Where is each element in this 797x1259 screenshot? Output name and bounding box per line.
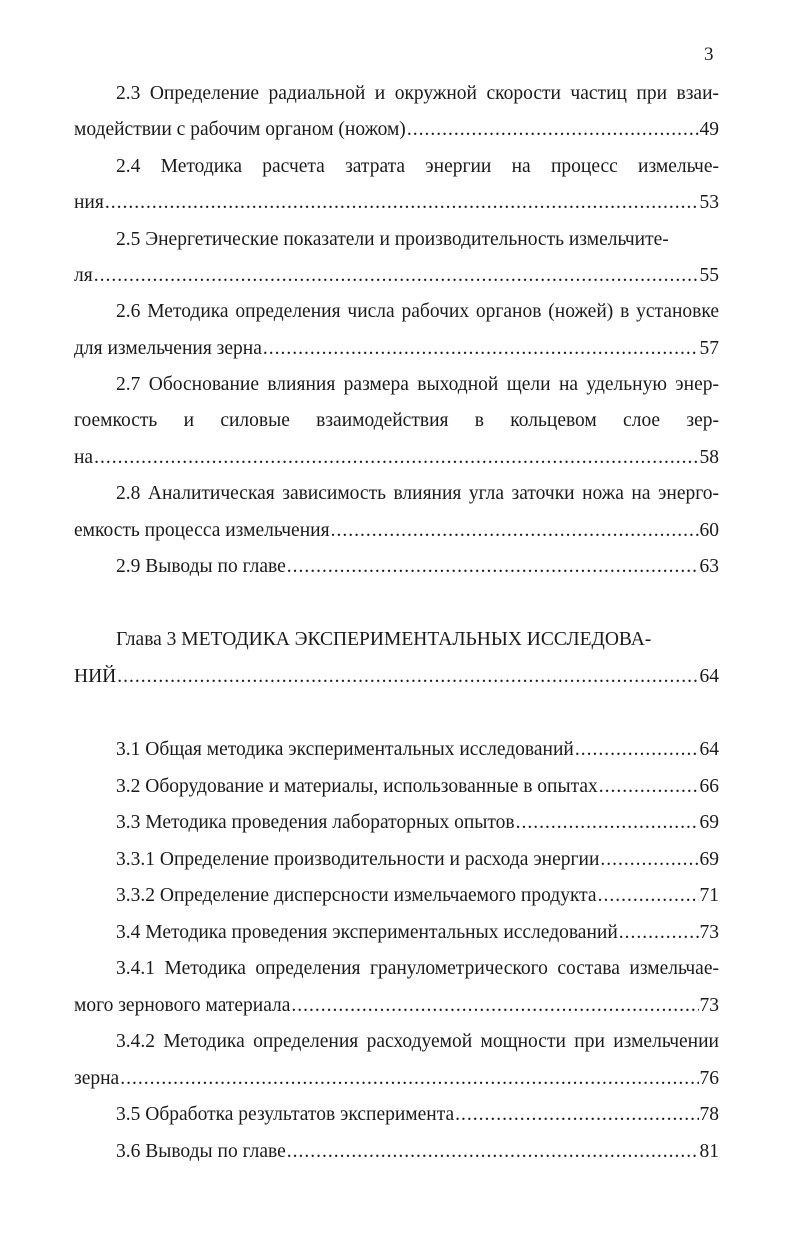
toc-page: 64: [699, 666, 719, 687]
toc-entry[interactable]: [74, 664, 719, 690]
toc-text: 3.3 Методика проведения лабораторных опытов: [116, 812, 515, 833]
toc-entry[interactable]: [74, 263, 719, 289]
toc-page: 60: [699, 520, 719, 541]
leader-dots: [598, 883, 699, 909]
toc-page: 49: [699, 119, 719, 140]
toc-entry[interactable]: [74, 445, 719, 471]
toc-line: 2.7 Обоснование влияния размера выходной щели на удельную энер-: [116, 374, 719, 395]
page-number: 3: [704, 44, 714, 65]
toc-entry[interactable]: [116, 1139, 719, 1165]
leader-dots: [407, 117, 699, 143]
leader-dots: [599, 774, 699, 800]
toc-line: 2.3 Определение радиальной и окружной скорости частиц при взаи-: [116, 83, 719, 104]
leader-dots: [600, 847, 698, 873]
toc-page: 73: [699, 995, 719, 1016]
chapter-heading: Глава 3 МЕТОДИКА ЭКСПЕРИМЕНТАЛЬНЫХ ИССЛЕДОВА-: [116, 629, 652, 650]
toc-entry[interactable]: [74, 190, 719, 216]
toc-entry[interactable]: [116, 1102, 719, 1128]
toc-page: 58: [699, 447, 719, 468]
toc-entry[interactable]: [74, 1066, 719, 1092]
leader-dots: [94, 445, 698, 471]
leader-dots: [619, 920, 699, 946]
toc-entry[interactable]: [116, 883, 719, 909]
toc-text: зерна: [74, 1068, 120, 1089]
leader-dots: [291, 993, 698, 1019]
toc-line: гоемкость и силовые взаимодействия в кольцевом слое зер-: [74, 410, 719, 431]
toc-page: 53: [699, 192, 719, 213]
leader-dots: [94, 263, 699, 289]
toc-entry[interactable]: [74, 518, 719, 544]
toc-page: 64: [699, 739, 719, 760]
toc-text: емкость процесса измельчения: [74, 520, 330, 541]
toc-entry[interactable]: [74, 993, 719, 1019]
toc-text: 3.6 Выводы по главе: [116, 1141, 286, 1162]
toc-page: 78: [699, 1104, 719, 1125]
leader-dots: [331, 518, 699, 544]
toc-page: 55: [699, 265, 719, 286]
toc-page: 63: [699, 556, 719, 577]
toc-text: 3.3.1 Определение производительности и расхода энергии: [116, 849, 600, 870]
toc-entry[interactable]: [116, 737, 719, 763]
toc-line: 2.4 Методика расчета затрата энергии на процесс измельче-: [116, 156, 719, 177]
toc-page: 73: [699, 922, 719, 943]
toc-text: 3.5 Обработка результатов эксперимента: [116, 1104, 455, 1125]
toc-text: ля: [74, 265, 93, 286]
toc-text: 3.3.2 Определение дисперсности измельчаемого продукта: [116, 885, 597, 906]
toc-entry[interactable]: [116, 554, 719, 580]
leader-dots: [120, 1066, 698, 1092]
toc-text: НИЙ: [74, 666, 117, 687]
toc-text: 3.4 Методика проведения экспериментальных исследований: [116, 922, 618, 943]
toc-entry[interactable]: [116, 920, 719, 946]
toc-page: 76: [699, 1068, 719, 1089]
toc-text: 3.2 Оборудование и материалы, использованные в опытах: [116, 776, 598, 797]
leader-dots: [263, 336, 699, 362]
toc-entry[interactable]: [116, 810, 719, 836]
leader-dots: [287, 1139, 699, 1165]
toc-page: 81: [699, 1141, 719, 1162]
toc-text: на: [74, 447, 94, 468]
toc-text: мого зернового материала: [74, 995, 291, 1016]
leader-dots: [516, 810, 699, 836]
toc-line: 3.4.1 Методика определения гранулометрического состава измельчае-: [116, 958, 719, 979]
toc-line: 2.8 Аналитическая зависимость влияния угла заточки ножа на энерго-: [116, 483, 719, 504]
toc-line: 3.4.2 Методика определения расходуемой мощности при измельчении: [116, 1031, 719, 1052]
toc-page: 69: [699, 812, 719, 833]
toc-page: 69: [699, 849, 719, 870]
toc-page: 71: [699, 885, 719, 906]
toc-text: ния: [74, 192, 104, 213]
toc-text: 3.1 Общая методика экспериментальных исследований: [116, 739, 574, 760]
toc-page: 66: [699, 776, 719, 797]
toc-text: 2.9 Выводы по главе: [116, 556, 286, 577]
toc-line: 2.6 Методика определения числа рабочих органов (ножей) в установке: [116, 301, 719, 322]
leader-dots: [105, 190, 699, 216]
leader-dots: [117, 664, 698, 690]
toc-page: 57: [699, 338, 719, 359]
leader-dots: [287, 554, 699, 580]
leader-dots: [575, 737, 699, 763]
toc-entry[interactable]: [74, 117, 719, 143]
toc-text: для измельчения зерна: [74, 338, 262, 359]
toc-entry[interactable]: [116, 847, 719, 873]
toc-entry[interactable]: [116, 774, 719, 800]
toc-entry[interactable]: [74, 336, 719, 362]
toc-line: 2.5 Энергетические показатели и производительность измельчите-: [116, 229, 669, 250]
leader-dots: [455, 1102, 698, 1128]
toc-text: модействии с рабочим органом (ножом): [74, 119, 406, 140]
